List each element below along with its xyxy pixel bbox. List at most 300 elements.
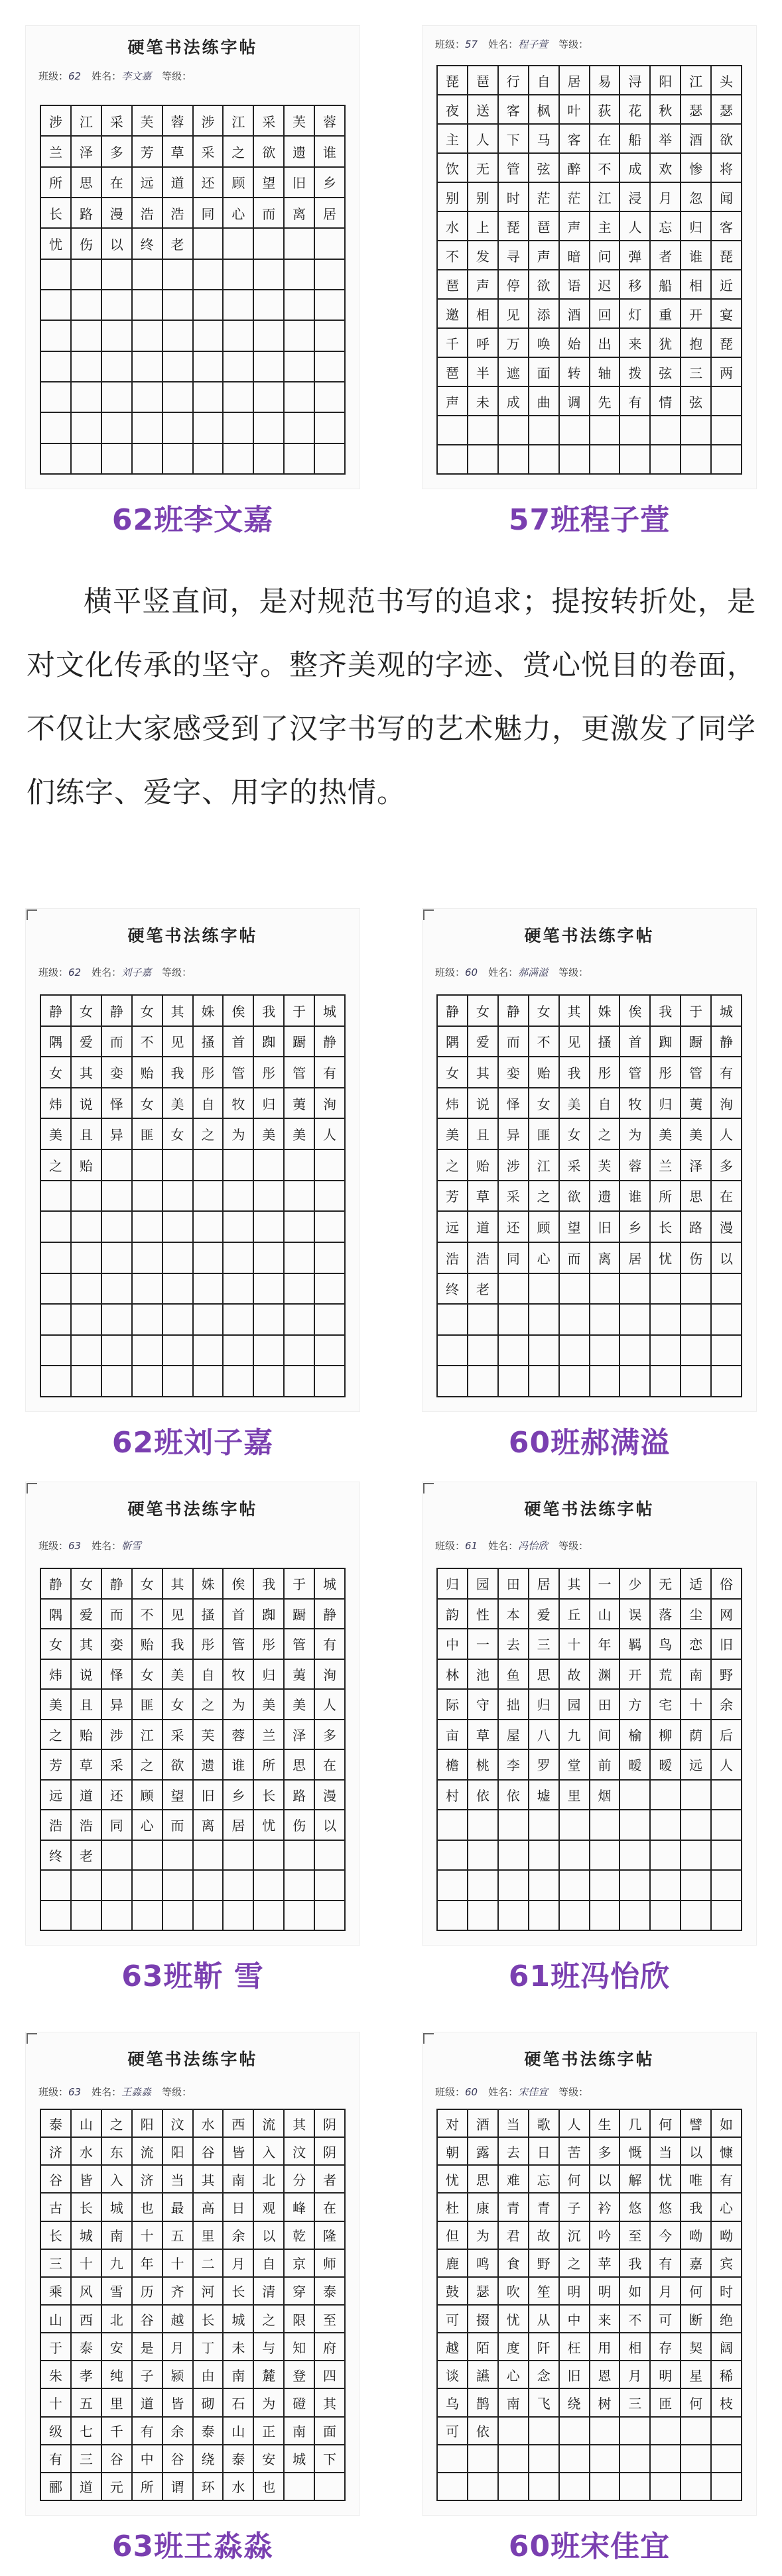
grid-cell: 清 xyxy=(254,2278,285,2306)
grid-cell: 彤 xyxy=(590,1057,621,1088)
name-label: 姓名： xyxy=(488,2086,519,2098)
grid-cell xyxy=(72,290,102,321)
grid-cell: 在 xyxy=(315,1750,346,1781)
grid-cell: 望 xyxy=(254,168,285,198)
grid-cell: 当 xyxy=(499,2110,529,2138)
grid-cell xyxy=(41,1305,72,1336)
grid-cell: 以 xyxy=(712,1243,742,1274)
writing-grid xyxy=(436,994,742,1397)
grid-cell: 落 xyxy=(651,1600,681,1630)
grid-cell: 高 xyxy=(194,2194,224,2221)
grid-cell: 为 xyxy=(620,1119,651,1150)
grid-cell xyxy=(681,1366,712,1397)
grid-cell xyxy=(102,1274,133,1305)
grid-cell xyxy=(651,445,681,475)
grid-cell xyxy=(102,382,133,413)
grid-cell: 笙 xyxy=(529,2278,560,2306)
grid-cell: 风 xyxy=(72,2278,102,2306)
grid-cell: 越 xyxy=(438,2333,468,2361)
grid-cell xyxy=(224,1901,254,1932)
grid-cell: 出 xyxy=(590,329,621,358)
grid-cell: 酒 xyxy=(681,125,712,154)
grid-cell: 忧 xyxy=(254,1810,285,1841)
grid-cell xyxy=(102,1150,133,1181)
grid-cell: 而 xyxy=(102,1600,133,1630)
grid-cell xyxy=(560,1810,590,1841)
grid-cell: 主 xyxy=(590,212,621,241)
name-field xyxy=(488,965,548,979)
grid-cell: 长 xyxy=(194,2306,224,2333)
grid-cell xyxy=(315,1366,346,1397)
grid-cell xyxy=(254,1212,285,1243)
grid-cell xyxy=(560,2473,590,2501)
grid-cell xyxy=(285,1181,315,1212)
grid-cell: 中 xyxy=(438,1629,468,1660)
grid-cell: 女 xyxy=(41,1629,72,1660)
grid-cell xyxy=(102,1871,133,1901)
grid-cell xyxy=(41,382,72,413)
grid-cell xyxy=(315,1274,346,1305)
grid-cell: 浔 xyxy=(620,66,651,95)
grid-cell xyxy=(438,1841,468,1871)
grid-cell: 之 xyxy=(224,137,254,167)
grid-cell: 园 xyxy=(468,1569,499,1600)
grid-cell: 荒 xyxy=(651,1660,681,1690)
grid-cell: 泽 xyxy=(72,137,102,167)
grid-cell xyxy=(681,1810,712,1841)
grid-cell: 今 xyxy=(651,2222,681,2250)
grid-cell: 难 xyxy=(499,2166,529,2194)
grid-cell xyxy=(681,2445,712,2473)
grid-cell: 女 xyxy=(133,1660,163,1690)
sheet-card xyxy=(422,1482,757,1995)
grid-cell: 成 xyxy=(620,154,651,183)
grid-cell xyxy=(499,1810,529,1841)
grid-cell: 近 xyxy=(712,270,742,300)
grid-cell: 颍 xyxy=(163,2361,194,2389)
grid-cell: 余 xyxy=(163,2418,194,2445)
grid-cell: 东 xyxy=(102,2138,133,2166)
grid-cell: 闻 xyxy=(712,183,742,212)
grid-cell xyxy=(254,1366,285,1397)
grid-cell: 匝 xyxy=(651,2389,681,2417)
grid-cell: 正 xyxy=(254,2418,285,2445)
grade-field: 等级： xyxy=(162,2086,192,2098)
grid-cell xyxy=(254,382,285,413)
grid-cell: 旧 xyxy=(285,168,315,198)
grid-cell: 头 xyxy=(712,66,742,95)
grid-cell: 自 xyxy=(590,1088,621,1120)
grid-cell: 郦 xyxy=(41,2473,72,2501)
grid-cell: 怿 xyxy=(102,1660,133,1690)
grid-cell: 至 xyxy=(315,2306,346,2333)
grid-cell xyxy=(499,1901,529,1932)
grid-cell: 明 xyxy=(651,2361,681,2389)
grid-cell: 静 xyxy=(315,1600,346,1630)
grid-cell xyxy=(681,2418,712,2445)
grid-cell: 阳 xyxy=(133,2110,163,2138)
grid-cell: 俟 xyxy=(620,996,651,1027)
grid-cell xyxy=(102,1305,133,1336)
grid-cell: 五 xyxy=(163,2222,194,2250)
grid-cell: 涉 xyxy=(41,106,72,137)
grid-cell: 亩 xyxy=(438,1720,468,1751)
grid-cell xyxy=(224,1366,254,1397)
sheet-meta xyxy=(435,1539,744,1552)
grid-cell: 而 xyxy=(163,1810,194,1841)
grid-cell xyxy=(529,416,560,445)
grid-cell xyxy=(224,1243,254,1274)
grid-cell: 谷 xyxy=(133,2306,163,2333)
grid-cell: 浩 xyxy=(438,1243,468,1274)
grid-cell: 心 xyxy=(133,1810,163,1841)
grid-cell: 日 xyxy=(224,2194,254,2221)
grid-cell: 以 xyxy=(254,2222,285,2250)
grid-cell: 有 xyxy=(712,2166,742,2194)
grid-cell: 于 xyxy=(285,996,315,1027)
grid-cell: 知 xyxy=(285,2333,315,2361)
grid-cell: 八 xyxy=(529,1720,560,1751)
grid-cell: 何 xyxy=(681,2389,712,2417)
grid-cell: 归 xyxy=(254,1088,285,1120)
grid-cell: 离 xyxy=(590,1243,621,1274)
class-field xyxy=(38,69,81,83)
grid-cell xyxy=(133,1901,163,1932)
grid-cell: 浩 xyxy=(163,198,194,229)
grid-cell xyxy=(529,2473,560,2501)
grid-cell: 思 xyxy=(72,168,102,198)
grid-cell xyxy=(712,1781,742,1811)
grid-cell: 炜 xyxy=(41,1088,72,1120)
grid-cell: 以 xyxy=(315,1810,346,1841)
grid-cell: 何 xyxy=(560,2166,590,2194)
grid-cell: 娈 xyxy=(102,1629,133,1660)
grid-cell: 在 xyxy=(315,2194,346,2221)
corner-mark xyxy=(423,2033,434,2044)
body-paragraph: 横平竖直间，是对规范书写的追求；提按转折处，是对文化传承的坚守。整齐美观的字迹、赏心悦目的卷面，不仅让大家感受到了汉字书写的艺术魅力，更激发了同学们练字、爱字、用字的热情。 xyxy=(27,585,756,809)
grid-cell: 明 xyxy=(560,2278,590,2306)
grid-cell xyxy=(41,1336,72,1367)
grid-cell: 九 xyxy=(560,1720,590,1751)
grid-cell xyxy=(681,445,712,475)
grid-cell: 路 xyxy=(72,198,102,229)
grid-cell xyxy=(315,229,346,259)
grid-cell: 琶 xyxy=(529,212,560,241)
grid-cell: 所 xyxy=(651,1181,681,1212)
grid-cell: 长 xyxy=(72,2194,102,2221)
grid-cell: 女 xyxy=(133,996,163,1027)
grid-cell xyxy=(529,1841,560,1871)
grid-cell: 归 xyxy=(438,1569,468,1600)
grid-cell: 管 xyxy=(620,1057,651,1088)
grid-cell xyxy=(590,2473,621,2501)
grid-cell: 思 xyxy=(285,1750,315,1781)
grid-cell: 浸 xyxy=(620,183,651,212)
grid-cell: 姝 xyxy=(194,996,224,1027)
grid-cell: 墟 xyxy=(529,1781,560,1811)
grid-cell xyxy=(560,1305,590,1336)
grid-cell: 不 xyxy=(133,1600,163,1630)
grid-cell: 网 xyxy=(712,1600,742,1630)
class-label: 班级： xyxy=(38,966,69,978)
grid-cell: 田 xyxy=(499,1569,529,1600)
class-value: 60 xyxy=(465,966,478,978)
grid-cell: 间 xyxy=(590,1720,621,1751)
grid-cell xyxy=(133,1212,163,1243)
grid-cell: 水 xyxy=(438,212,468,241)
grid-cell: 济 xyxy=(133,2166,163,2194)
grid-cell xyxy=(224,1274,254,1305)
grid-cell xyxy=(102,352,133,382)
grid-cell: 终 xyxy=(41,1841,72,1871)
grid-cell xyxy=(285,229,315,259)
grid-cell xyxy=(102,1366,133,1397)
grade-field: 等级： xyxy=(162,70,192,82)
grid-cell: 道 xyxy=(72,2473,102,2501)
grid-cell: 顾 xyxy=(529,1212,560,1243)
grid-cell: 入 xyxy=(254,2138,285,2166)
grid-cell xyxy=(681,1871,712,1901)
grid-cell xyxy=(254,1243,285,1274)
grid-cell: 炜 xyxy=(41,1660,72,1690)
grid-cell: 几 xyxy=(620,2110,651,2138)
grid-cell: 且 xyxy=(72,1119,102,1150)
grid-cell: 堂 xyxy=(560,1750,590,1781)
grid-cell xyxy=(651,1781,681,1811)
grid-cell: 契 xyxy=(681,2333,712,2361)
name-field xyxy=(92,69,151,83)
grid-cell xyxy=(194,1871,224,1901)
student-caption: 63班王淼淼 xyxy=(111,2530,274,2563)
grid-cell xyxy=(712,2445,742,2473)
grid-cell: 之 xyxy=(438,1150,468,1181)
grid-cell xyxy=(133,352,163,382)
grid-cell: 齐 xyxy=(163,2278,194,2306)
grid-cell: 女 xyxy=(41,1057,72,1088)
writing-grid xyxy=(436,1568,742,1931)
grid-cell xyxy=(620,2445,651,2473)
grid-cell: 管 xyxy=(224,1629,254,1660)
grid-cell: 离 xyxy=(194,1810,224,1841)
grid-cell: 我 xyxy=(163,1057,194,1088)
grid-cell xyxy=(102,321,133,351)
name-field xyxy=(488,37,548,51)
grid-cell: 搔 xyxy=(194,1027,224,1058)
grid-cell: 静 xyxy=(712,1027,742,1058)
grid-cell: 悠 xyxy=(620,2194,651,2221)
grid-cell: 漫 xyxy=(102,198,133,229)
grid-cell: 乘 xyxy=(41,2278,72,2306)
grid-cell: 去 xyxy=(499,1629,529,1660)
class-value: 61 xyxy=(465,1540,478,1552)
grid-cell: 为 xyxy=(224,1690,254,1720)
grid-cell: 浩 xyxy=(72,1810,102,1841)
grid-cell: 爱 xyxy=(529,1600,560,1630)
grid-cell: 檐 xyxy=(438,1750,468,1781)
grid-cell: 居 xyxy=(315,198,346,229)
calligraphy-sheet xyxy=(422,1482,757,1946)
grid-cell: 者 xyxy=(315,2166,346,2194)
grid-cell: 者 xyxy=(651,241,681,270)
grid-cell: 南 xyxy=(224,2166,254,2194)
grid-cell: 秋 xyxy=(651,95,681,125)
grid-cell: 泰 xyxy=(315,2278,346,2306)
grid-cell: 呦 xyxy=(681,2222,712,2250)
grid-cell: 暧 xyxy=(651,1750,681,1781)
grid-cell: 断 xyxy=(681,2306,712,2333)
grid-cell xyxy=(315,1901,346,1932)
grid-cell: 琵 xyxy=(438,66,468,95)
sheet-title: 硬笔书法练字帖 xyxy=(127,926,258,945)
grid-cell: 生 xyxy=(590,2110,621,2138)
grid-cell: 十 xyxy=(163,2250,194,2278)
grid-cell: 语 xyxy=(560,270,590,300)
grid-cell xyxy=(194,1181,224,1212)
grid-cell: 鸟 xyxy=(651,1629,681,1660)
grid-cell xyxy=(72,1871,102,1901)
grid-cell: 浩 xyxy=(41,1810,72,1841)
grid-cell: 牧 xyxy=(224,1088,254,1120)
grid-cell xyxy=(72,1181,102,1212)
grid-cell: 宴 xyxy=(712,300,742,329)
grid-cell: 忧 xyxy=(41,229,72,259)
grid-cell: 皆 xyxy=(72,2166,102,2194)
grid-cell: 芙 xyxy=(285,106,315,137)
grid-cell: 三 xyxy=(681,358,712,387)
grid-cell: 泽 xyxy=(681,1150,712,1181)
grid-cell: 十 xyxy=(41,2389,72,2417)
grid-cell xyxy=(560,1841,590,1871)
grid-cell: 隆 xyxy=(315,2222,346,2250)
row-1 xyxy=(0,25,782,538)
grid-cell xyxy=(468,445,499,475)
grid-cell xyxy=(285,444,315,475)
grid-cell xyxy=(133,1274,163,1305)
grid-cell: 宅 xyxy=(651,1690,681,1720)
grid-cell: 下 xyxy=(315,2445,346,2473)
grid-cell xyxy=(285,352,315,382)
grid-cell: 可 xyxy=(438,2418,468,2445)
grid-cell: 其 xyxy=(72,1057,102,1088)
grid-cell: 牧 xyxy=(224,1660,254,1690)
grid-cell: 河 xyxy=(194,2278,224,2306)
class-value: 57 xyxy=(465,38,478,50)
grid-cell xyxy=(681,1305,712,1336)
grid-cell: 而 xyxy=(560,1243,590,1274)
grid-cell: 由 xyxy=(194,2361,224,2389)
grid-cell: 谁 xyxy=(681,241,712,270)
grid-cell: 首 xyxy=(620,1027,651,1058)
grid-cell: 伤 xyxy=(72,229,102,259)
grid-cell: 泰 xyxy=(72,2333,102,2361)
grid-cell: 林 xyxy=(438,1660,468,1690)
grid-cell: 于 xyxy=(41,2333,72,2361)
grid-cell xyxy=(102,1243,133,1274)
grid-cell: 踟 xyxy=(651,1027,681,1058)
grid-cell: 叶 xyxy=(560,95,590,125)
grid-cell: 也 xyxy=(254,2473,285,2501)
grid-cell: 十 xyxy=(133,2222,163,2250)
grid-cell: 一 xyxy=(590,1569,621,1600)
sheet-card xyxy=(25,25,360,538)
grid-cell xyxy=(620,1366,651,1397)
grid-cell xyxy=(651,1901,681,1932)
grid-cell xyxy=(712,1901,742,1932)
class-field xyxy=(435,2085,478,2099)
grid-cell: 西 xyxy=(224,2110,254,2138)
grid-cell xyxy=(560,2418,590,2445)
name-label: 姓名： xyxy=(92,1540,122,1552)
corner-mark xyxy=(27,909,37,920)
grid-cell: 忧 xyxy=(651,1243,681,1274)
grid-cell: 蹰 xyxy=(285,1027,315,1058)
sheet-title: 硬笔书法练字帖 xyxy=(127,2050,258,2069)
grid-cell xyxy=(224,1305,254,1336)
grid-cell: 先 xyxy=(590,387,621,416)
grid-cell: 两 xyxy=(712,358,742,387)
grid-cell xyxy=(499,1336,529,1367)
grid-cell: 老 xyxy=(72,1841,102,1871)
grid-cell: 但 xyxy=(438,2222,468,2250)
grid-cell: 为 xyxy=(224,1119,254,1150)
grid-cell xyxy=(224,382,254,413)
grid-cell xyxy=(499,1871,529,1901)
grid-cell xyxy=(590,1336,621,1367)
grid-cell: 年 xyxy=(133,2250,163,2278)
student-caption: 63班靳 雪 xyxy=(121,1960,264,1993)
grid-cell: 抱 xyxy=(681,329,712,358)
grid-cell: 见 xyxy=(560,1027,590,1058)
grid-cell: 二 xyxy=(194,2250,224,2278)
grid-cell xyxy=(438,1336,468,1367)
grid-cell xyxy=(224,260,254,290)
grid-cell xyxy=(560,1366,590,1397)
name-field xyxy=(92,2085,151,2099)
grid-cell: 离 xyxy=(285,198,315,229)
grid-cell xyxy=(681,1336,712,1367)
grid-cell: 兰 xyxy=(254,1720,285,1751)
grid-cell: 西 xyxy=(72,2306,102,2333)
grid-cell: 山 xyxy=(72,2110,102,2138)
grid-cell: 念 xyxy=(529,2361,560,2389)
grid-cell: 异 xyxy=(102,1690,133,1720)
grid-cell xyxy=(41,1871,72,1901)
grid-cell xyxy=(681,2473,712,2501)
grid-cell xyxy=(620,1274,651,1305)
grid-cell xyxy=(163,413,194,443)
grid-cell xyxy=(194,444,224,475)
grid-cell xyxy=(651,2445,681,2473)
grid-cell: 君 xyxy=(499,2222,529,2250)
grid-cell: 相 xyxy=(468,300,499,329)
grid-cell xyxy=(499,2445,529,2473)
grid-cell: 姝 xyxy=(590,996,621,1027)
grid-cell: 师 xyxy=(315,2250,346,2278)
grid-cell: 最 xyxy=(163,2194,194,2221)
grid-cell: 道 xyxy=(468,1212,499,1243)
grid-cell xyxy=(194,260,224,290)
grid-cell: 情 xyxy=(651,387,681,416)
name-field xyxy=(488,2085,548,2099)
sheet-card xyxy=(422,2032,757,2565)
grid-cell: 际 xyxy=(438,1690,468,1720)
grid-cell: 炜 xyxy=(438,1088,468,1120)
grid-cell: 女 xyxy=(529,1088,560,1120)
grid-cell: 漫 xyxy=(712,1212,742,1243)
grid-cell xyxy=(254,1305,285,1336)
grid-cell xyxy=(102,1212,133,1243)
grid-cell xyxy=(163,1181,194,1212)
